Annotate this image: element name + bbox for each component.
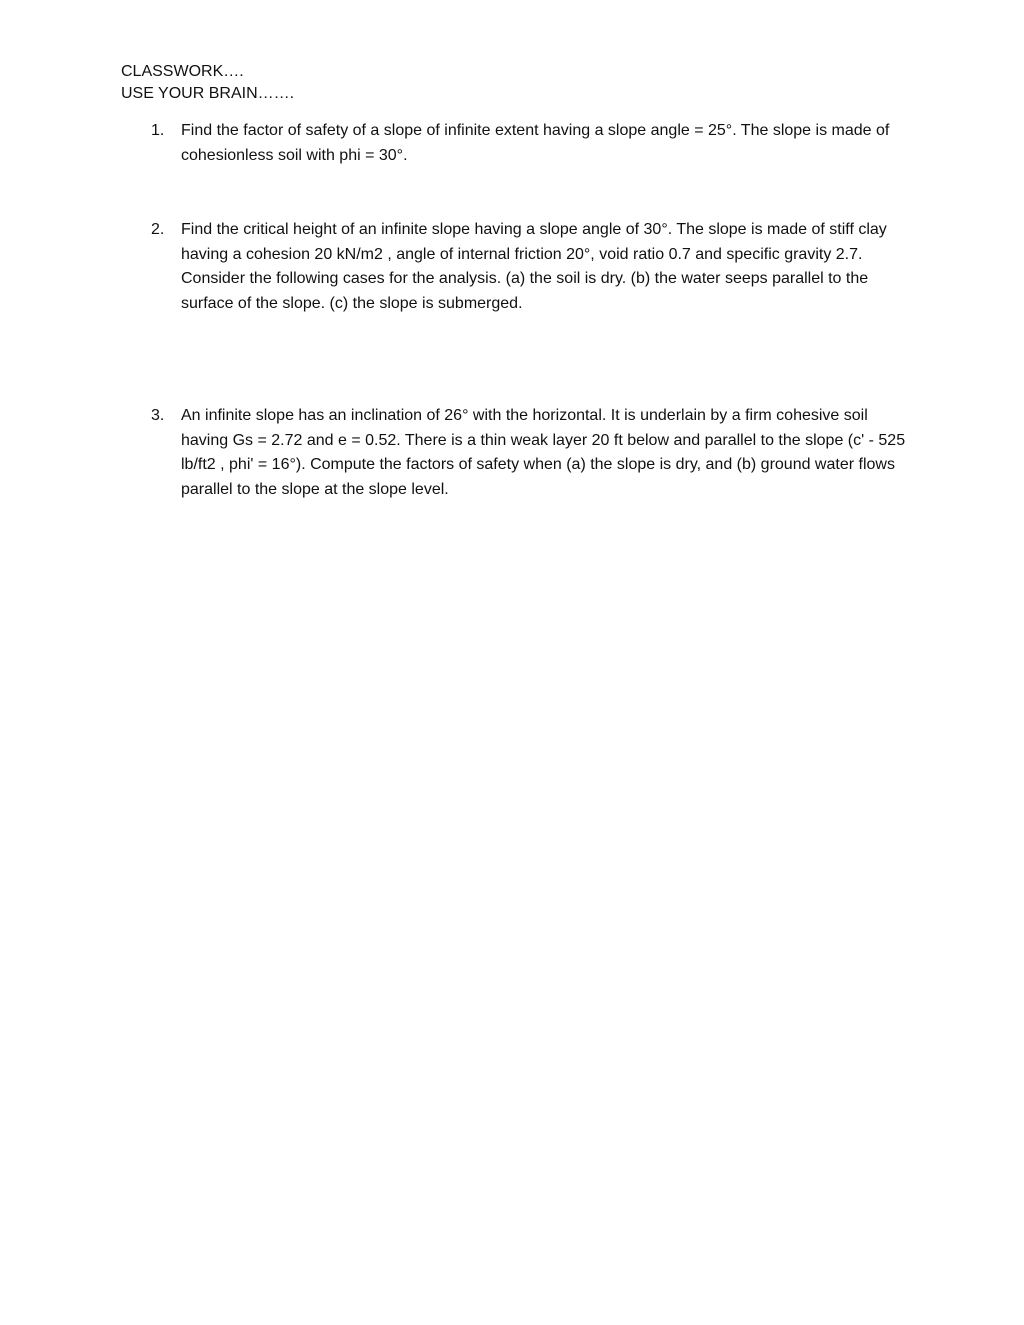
- question-number: 2.: [151, 221, 165, 238]
- question-number: 1.: [151, 122, 165, 139]
- document-header: [121, 61, 294, 105]
- question-number: 3.: [151, 407, 165, 424]
- question-text: Find the critical height of an infinite slope having a slope angle of 30°. The slope is made of stiff clay having a cohesion 20 kN/m2 , angle of internal friction 20°, void ratio 0.7 and specific gravity 2.7. Consider the following cases for the analysis. (a) the soil is dry. (b) the water seeps parallel to the surface of the slope. (c) the slope is submerged.: [181, 221, 887, 312]
- header-title: CLASSWORK….: [121, 63, 244, 80]
- question-text: An infinite slope has an inclination of 26° with the horizontal. It is underlain by a firm cohesive soil having Gs = 2.72 and e = 0.52. There is a thin weak layer 20 ft below and parallel to the slope (c' - 525 lb/ft2 , phi' = 16°). Compute the factors of safety when (a) the slope is dry, and (b) ground water flows parallel to the slope at the slope level.: [181, 407, 906, 498]
- question-text: Find the factor of safety of a slope of infinite extent having a slope angle = 25°. The slope is made of cohesionless soil with phi = 30°.: [181, 122, 890, 164]
- header-subtitle: USE YOUR BRAIN…….: [121, 85, 295, 102]
